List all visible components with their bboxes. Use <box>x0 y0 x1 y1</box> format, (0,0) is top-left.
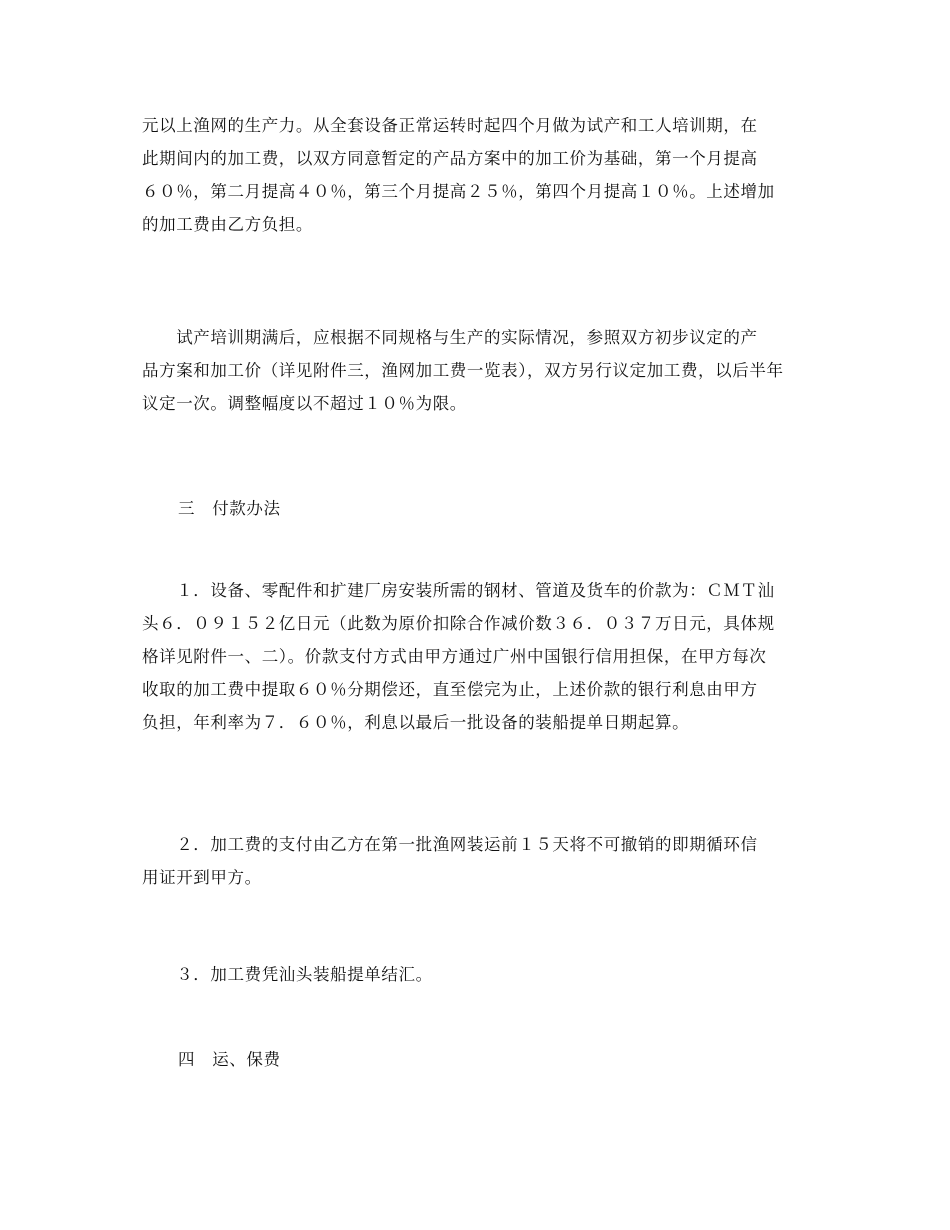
paragraph-line: 元以上渔网的生产力。从全套设备正常运转时起四个月做为试产和工人培训期，在 <box>142 116 758 135</box>
paragraph-line: １．设备、零配件和扩建厂房安装所需的钢材、管道及货车的价款为：ＣＭＴ汕 <box>142 581 775 600</box>
paragraph-line: 此期间内的加工费，以双方同意暂定的产品方案中的加工价为基础，第一个月提高 <box>142 149 758 168</box>
paragraph-line: 格详见附件一、二）。价款支付方式由甲方通过广州中国银行信用担保，在甲方每次 <box>142 647 767 666</box>
paragraph-line: 的加工费由乙方负担。 <box>142 215 313 234</box>
paragraph-line: ３．加工费凭汕头装船提单结汇。 <box>142 965 433 984</box>
paragraph-line: 负担，年利率为７．６０％，利息以最后一批设备的装船提单日期起算。 <box>142 713 690 732</box>
paragraph-line: 试产培训期满后，应根据不同规格与生产的实际情况，参照双方初步议定的产 <box>142 328 758 347</box>
paragraph-payment-item-3 <box>142 958 812 991</box>
paragraph-price-adjustment <box>142 321 812 420</box>
paragraph-line: 头６．０９１５２亿日元（此数为原价扣除合作减价数３６．０３７万日元，具体规 <box>142 614 775 633</box>
paragraph-line: 议定一次。调整幅度以不超过１０％为限。 <box>142 394 467 413</box>
paragraph-trial-production <box>142 109 812 241</box>
section-heading-payment: 三 付款办法 <box>178 499 281 518</box>
paragraph-line: 用证开到甲方。 <box>142 868 262 887</box>
section-heading-shipping-insurance: 四 运、保费 <box>178 1050 281 1069</box>
paragraph-line: ２．加工费的支付由乙方在第一批渔网装运前１５天将不可撤销的即期循环信 <box>142 835 758 854</box>
paragraph-line: 品方案和加工价（详见附件三，渔网加工费一览表），双方另行议定加工费，以后半年 <box>142 361 784 380</box>
paragraph-payment-item-1 <box>142 574 812 739</box>
paragraph-line: ６０％，第二月提高４０％，第三个月提高２５％，第四个月提高１０％。上述增加 <box>142 182 775 201</box>
paragraph-line: 收取的加工费中提取６０％分期偿还，直至偿完为止，上述价款的银行利息由甲方 <box>142 680 758 699</box>
paragraph-payment-item-2 <box>142 828 812 894</box>
